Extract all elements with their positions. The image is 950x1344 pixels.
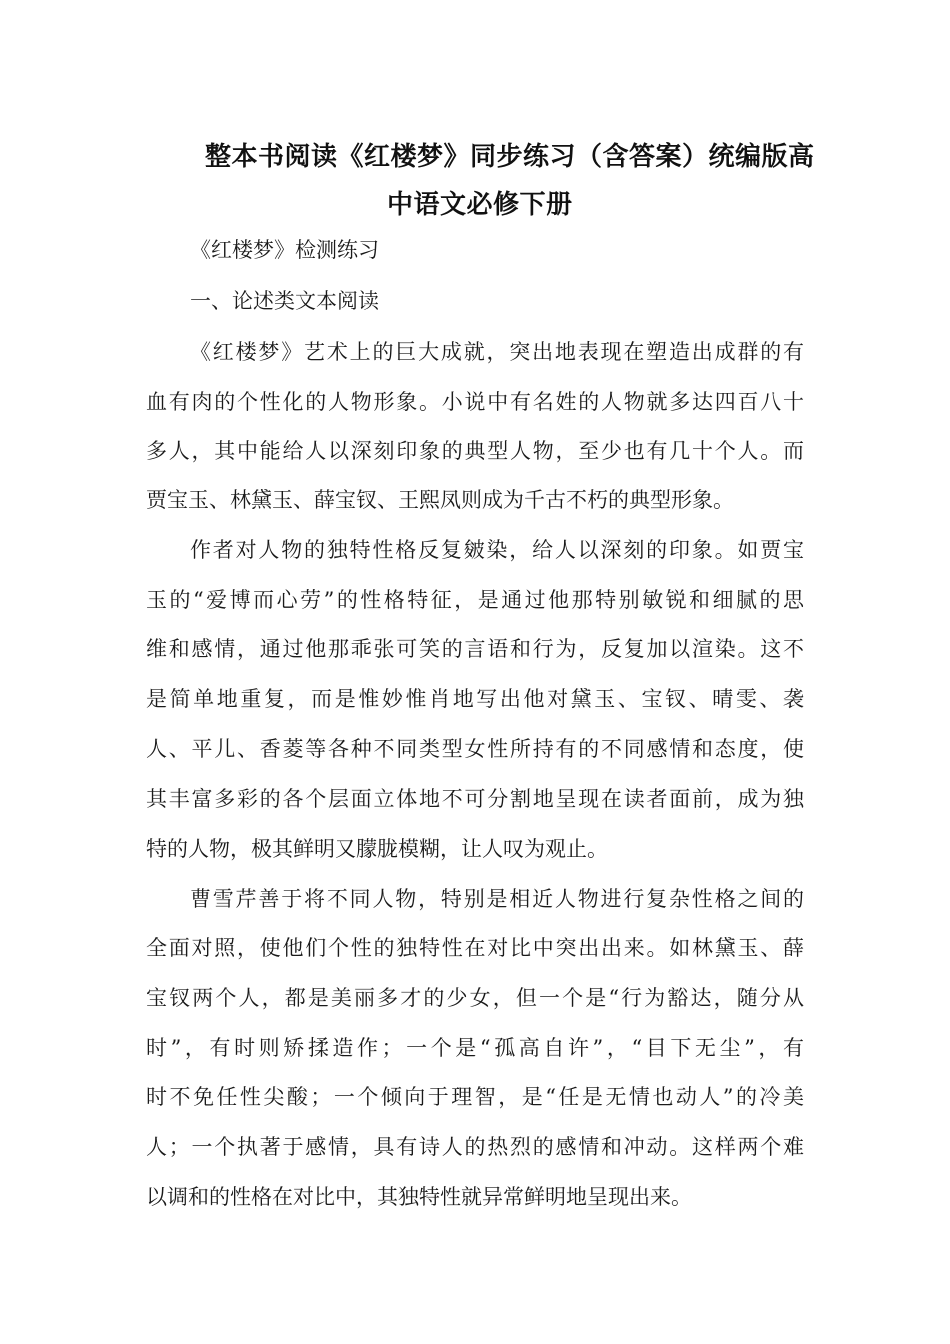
paragraph-line: 《红楼梦》艺术上的巨大成就，突出地表现在塑造出成群的有 [190, 340, 804, 364]
paragraph-line: 多人，其中能给人以深刻印象的典型人物，至少也有几十个人。而 [146, 439, 804, 463]
paragraph-line: 人、平儿、香菱等各种不同类型女性所持有的不同感情和态度，使 [146, 737, 804, 761]
paragraph-line: 贾宝玉、林黛玉、薛宝钗、王熙凤则成为千古不朽的典型形象。 [146, 488, 734, 512]
paragraph-line: 曹雪芹善于将不同人物，特别是相近人物进行复杂性格之间的 [190, 887, 804, 911]
paragraph-line: 作者对人物的独特性格反复皴染，给人以深刻的印象。如贾宝 [190, 538, 804, 562]
document-title-line-2: 中语文必修下册 [387, 190, 573, 220]
paragraph-line: 特的人物，极其鲜明又朦胧模糊，让人叹为观止。 [146, 837, 608, 861]
paragraph-line: 是简单地重复，而是惟妙惟肖地写出他对黛玉、宝钗、晴雯、袭 [146, 687, 804, 711]
paragraph-line: 宝钗两个人，都是美丽多才的少女，但一个是“行为豁达，随分从 [146, 986, 804, 1010]
section-heading: 一、论述类文本阅读 [190, 289, 379, 313]
paragraph-line: 时”，有时则矫揉造作；一个是“孤高自许”，“目下无尘”，有 [146, 1036, 804, 1060]
paragraph-line: 血有肉的个性化的人物形象。小说中有名姓的人物就多达四百八十 [146, 390, 804, 414]
paragraph-line: 玉的“爱博而心劳”的性格特征，是通过他那特别敏锐和细腻的思 [146, 588, 804, 612]
document-title-line-1: 整本书阅读《红楼梦》同步练习（含答案）统编版高 [205, 142, 815, 172]
subtitle: 《红楼梦》检测练习 [190, 238, 379, 262]
paragraph-line: 其丰富多彩的各个层面立体地不可分割地呈现在读者面前，成为独 [146, 787, 804, 811]
paragraph-line: 人；一个执著于感情，具有诗人的热烈的感情和冲动。这样两个难 [146, 1135, 804, 1159]
paragraph-line: 维和感情，通过他那乖张可笑的言语和行为，反复加以渲染。这不 [146, 637, 804, 661]
paragraph-line: 以调和的性格在对比中，其独特性就异常鲜明地呈现出来。 [146, 1185, 692, 1209]
paragraph-line: 全面对照，使他们个性的独特性在对比中突出出来。如林黛玉、薛 [146, 936, 804, 960]
paragraph-line: 时不免任性尖酸；一个倾向于理智，是“任是无情也动人”的冷美 [146, 1085, 804, 1109]
